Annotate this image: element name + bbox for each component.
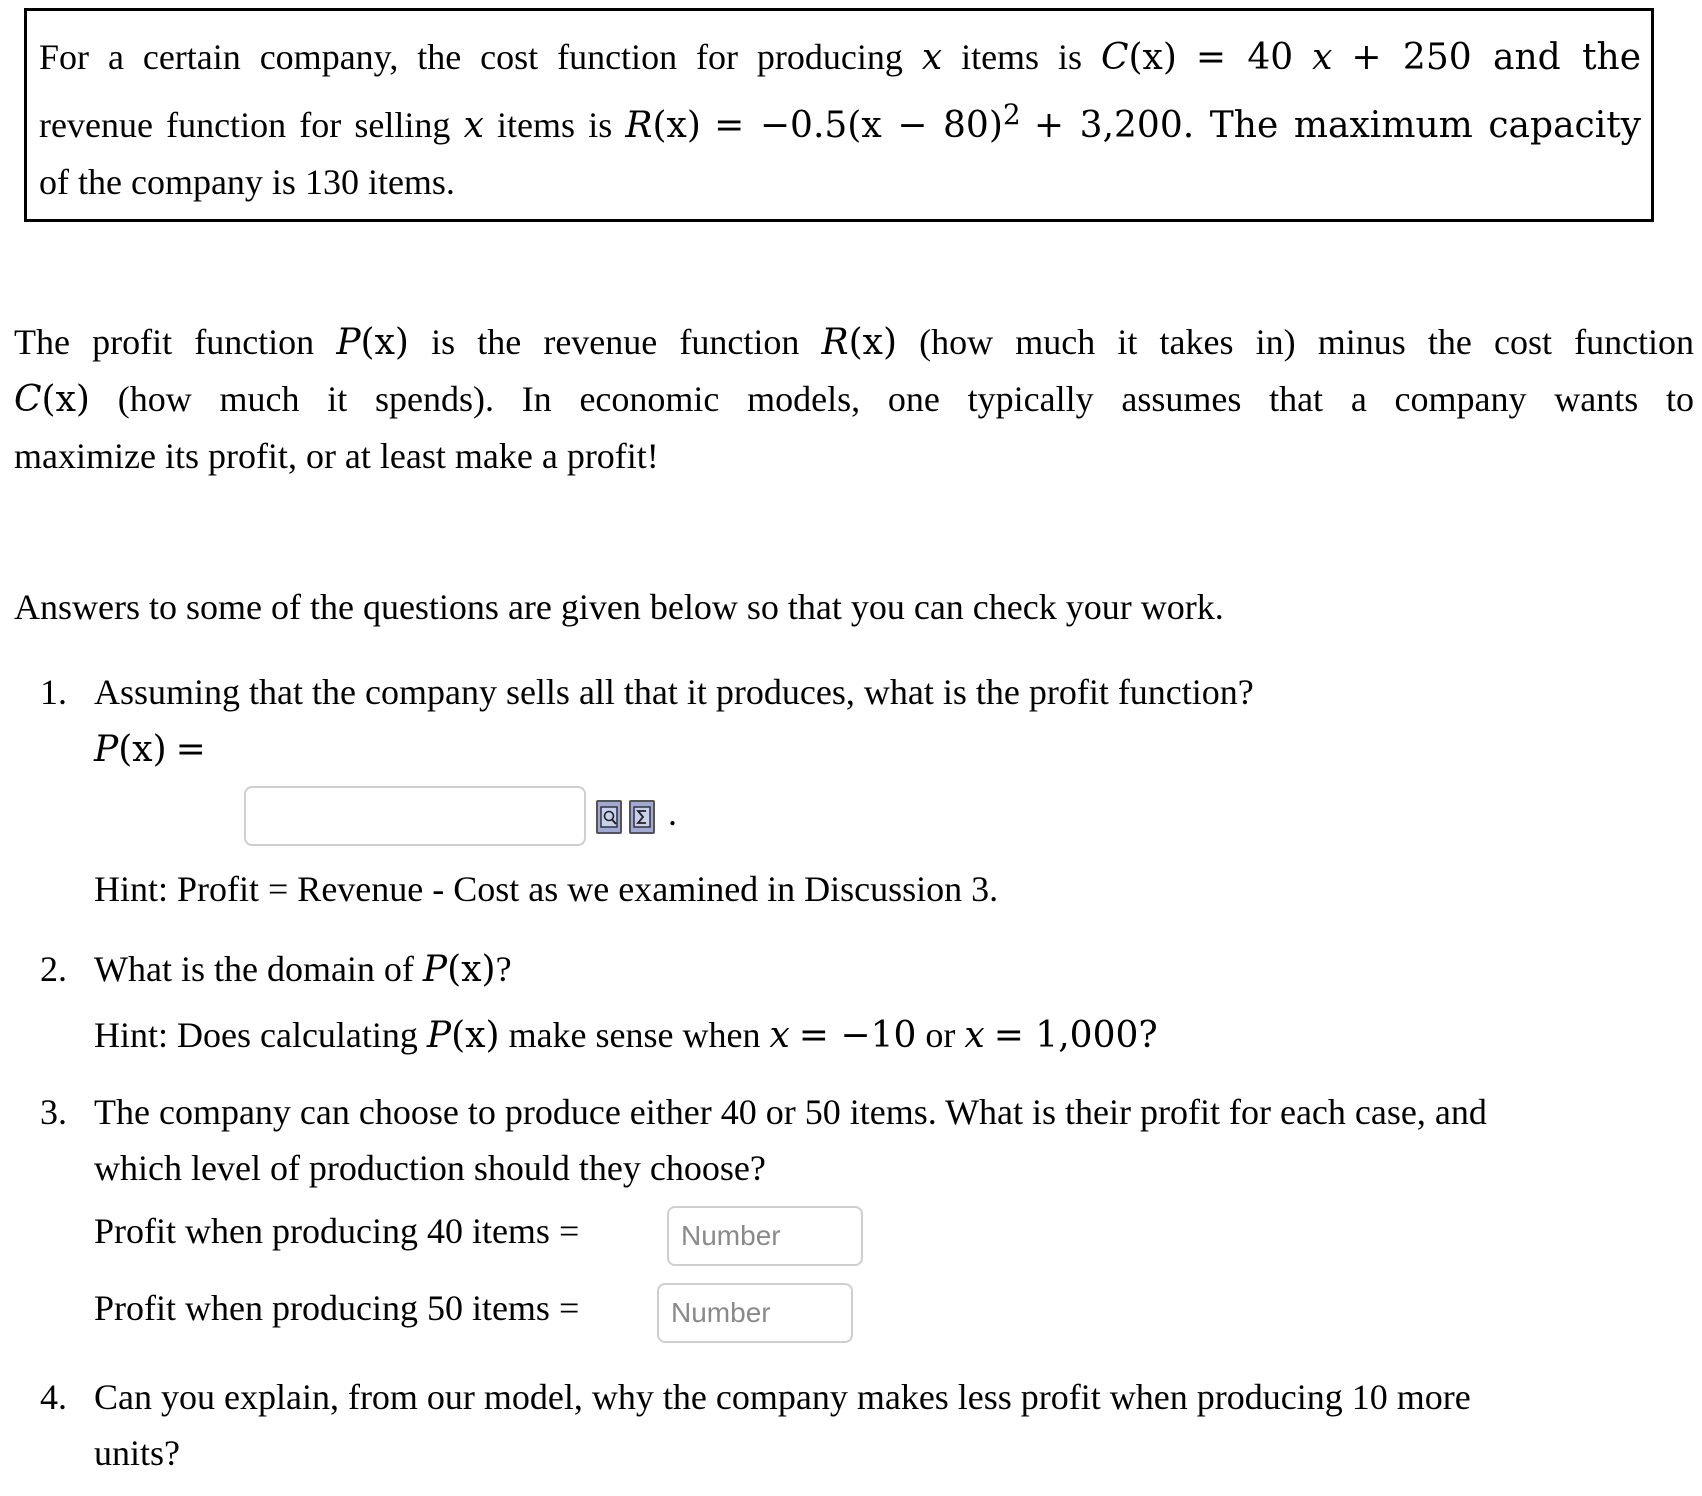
math-variable: x [1312,37,1333,78]
math-equals: = [175,729,206,770]
question-text [94,942,1674,997]
hint-text-part: or [925,1015,956,1055]
question-text-line-2: units? [94,1433,180,1473]
math-function: P [422,949,448,990]
math-expression: = 1,000? [993,1015,1158,1056]
math-argument: (x) [652,105,701,146]
intro-text: (how much it takes in) minus the cost function [919,322,1695,362]
intro-line-2 [14,371,1694,428]
math-function: R [625,105,653,146]
question-text-line-1: Can you explain, from our model, why the company makes less profit when producing 10 more [94,1377,1471,1417]
profit-function-input[interactable] [244,786,586,846]
problem-line-3: of the company is 130 items. [39,162,455,202]
math-argument: (x) [118,729,167,770]
profit-50-input[interactable]: Number [657,1283,853,1343]
math-argument: (x) [41,379,90,420]
math-function: R [821,322,849,363]
math-function: P [94,729,119,770]
intro-line-1 [14,314,1694,371]
math-expression: = −10 [798,1015,917,1056]
question-text-line-2: which level of production should they choose? [94,1148,766,1188]
problem-text: + 250 and the [1351,37,1642,78]
question-text-part: ? [495,949,512,989]
problem-line-1 [39,29,1641,86]
answer-label [94,722,206,777]
question-number: 2. [40,949,67,989]
math-argument: (x) [1128,37,1177,78]
math-function: P [426,1015,452,1056]
hint-text-part: make sense when [508,1015,761,1055]
math-variable: x [921,37,943,78]
math-variable: x [769,1015,790,1056]
question-text: Assuming that the company sells all that it produces, what is the profit function? [94,672,1254,712]
math-function: P [336,322,361,363]
intro-text: is the revenue function [431,322,800,362]
intro-text: (how much it spends). In economic models, one typically assumes that a company wants to [117,379,1695,419]
math-function: C [1100,37,1129,78]
profit-40-label: Profit when producing 40 items = [94,1211,580,1251]
hint-text [94,1008,1674,1063]
math-variable: x [964,1015,985,1056]
math-expression: = −0.5(x − 80) [714,105,1003,146]
profit-40-input[interactable]: Number [667,1206,863,1266]
formula-preview-icon[interactable] [596,800,622,834]
problem-text: For a certain company, the cost function for producing [39,37,903,77]
question-text-part: What is the domain of [94,949,414,989]
equation-editor-icon[interactable] [629,800,655,834]
hint-text-part: Hint: Does calculating [94,1015,418,1055]
math-function: C [14,379,42,420]
question-number: 3. [40,1092,67,1132]
math-argument: (x) [848,322,898,363]
intro-line-3: maximize its profit, or at least make a profit! [14,436,659,476]
profit-50-label: Profit when producing 50 items = [94,1288,580,1328]
math-argument: (x) [360,322,409,363]
question-number: 1. [40,672,67,712]
problem-text: items is [497,105,613,145]
problem-text: + 3,200. The maximum capacity [1033,105,1642,146]
intro-text: The profit function [14,322,315,362]
question-text-line-1: The company can choose to produce either 40 or 50 items. What is their profit for each case, and [94,1092,1487,1132]
math-variable: x [463,105,484,146]
answer-period: . [668,793,677,833]
question-number: 4. [40,1377,67,1417]
problem-text: items is [961,37,1082,77]
hint-text: Hint: Profit = Revenue - Cost as we examined in Discussion 3. [94,869,999,909]
problem-text: revenue function for selling [39,105,451,145]
math-expression: = 40 [1195,37,1294,78]
problem-line-2 [39,86,1641,154]
problem-statement-box [24,8,1654,222]
intro-paragraph [14,314,1694,484]
math-argument: (x) [447,949,496,990]
check-work-note: Answers to some of the questions are given below so that you can check your work. [14,587,1224,627]
math-exponent: 2 [1002,98,1021,131]
math-argument: (x) [451,1015,500,1056]
